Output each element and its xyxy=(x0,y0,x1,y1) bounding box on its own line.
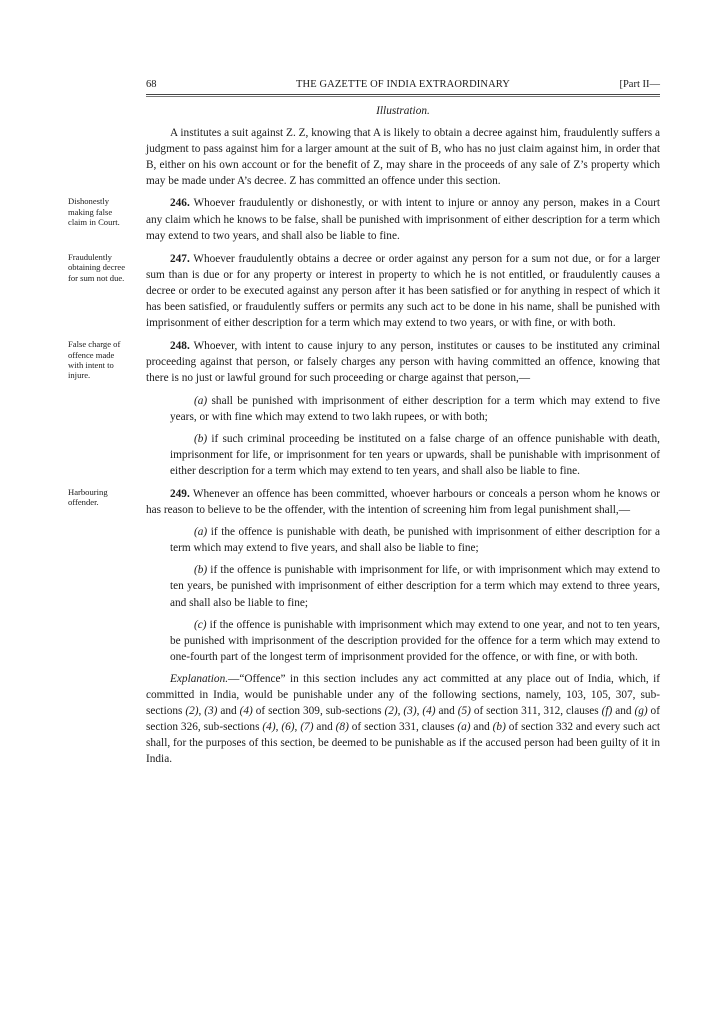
explanation-ref: (2) xyxy=(384,705,398,718)
explanation-ref: (a) xyxy=(457,721,471,734)
explanation-label: Explanation. xyxy=(170,672,229,685)
explanation-text: of section 311, 312, clauses xyxy=(470,705,602,718)
section-249-number: 249. xyxy=(170,487,190,500)
section-248-body: Whoever, with intent to cause injury to any person, institutes or causes to be instituted any criminal proceeding against that person, or falsely charges any person with having committed an offence, knowing that there is no just or lawful ground for such proceeding or charge against that person,— xyxy=(146,340,660,385)
illustration-text: A institutes a suit against Z. Z, knowing that A is likely to obtain a decree against him, fraudulently suffers a judgment to pass against him for a larger amount at the suit of B, who has no just claim against him, in order that B, either on his own account or for the benefit of Z, may share in the proceeds of any sale of Z’s property which may be made under A’s decree. Z has committed an offence under this section. xyxy=(146,127,660,188)
clause-c-label: (c) xyxy=(194,618,207,631)
explanation-ref: (4) xyxy=(422,705,436,718)
section-248-number: 248. xyxy=(170,340,190,353)
section-249-text xyxy=(146,486,660,518)
clause-a-text: if the offence is punishable with death, be punished with imprisonment of either description for a term which may extend to five years, and shall also be liable to fine; xyxy=(170,526,660,555)
page-number: 68 xyxy=(146,79,157,90)
explanation-text: , xyxy=(198,705,205,718)
explanation-ref: (5) xyxy=(457,705,471,718)
marginal-note-248: False charge of offence made with intent to injure. xyxy=(68,339,121,381)
explanation-text: of section 331, clauses xyxy=(348,721,458,734)
clause-a-text: shall be punished with imprisonment of either description for a term which may extend to five years, or with fine which may extend to two lakh rupees, or with both; xyxy=(170,394,660,423)
section-247 xyxy=(68,251,660,331)
explanation-ref: (3) xyxy=(204,705,218,718)
explanation-text: and xyxy=(470,721,493,734)
illustration-heading: Illustration. xyxy=(376,105,430,117)
explanation-ref: (4) xyxy=(239,705,253,718)
section-246-body: Whoever fraudulently or dishonestly, or with intent to injure or annoy any person, makes in a Court any claim which he knows to be false, shall be punished with imprisonment of either description for a term which may extend to two years, and shall also be liable to fine. xyxy=(146,197,660,242)
explanation-ref: (2) xyxy=(185,705,199,718)
clause-b-text: if such criminal proceeding be instituted on a false charge of an offence punishable with death, imprisonment for life, or imprisonment for ten years or upwards, shall be punishable with imprisonment of either description for a term which may extend to ten years, and shall also be liable to fine. xyxy=(170,432,660,477)
explanation-text: , xyxy=(275,721,282,734)
section-248-text xyxy=(146,338,660,386)
explanation-ref: (f) xyxy=(601,705,613,718)
explanation-text: of section 332 and every such act shall, for the purposes of this section, be deemed to be punishable as if the accused person had been guilty of it in India. xyxy=(146,721,660,766)
explanation-text: , xyxy=(397,705,404,718)
page-body xyxy=(68,103,660,774)
part-label: [Part II— xyxy=(619,79,660,90)
clause-b-label: (b) xyxy=(194,564,208,577)
clause-b-text: if the offence is punishable with imprisonment for life, or with imprisonment which may extend to ten years, be punished with imprisonment of either description for a term which may extend to three years, and shall also be liable to fine; xyxy=(170,564,660,609)
section-247-number: 247. xyxy=(170,252,190,265)
explanation-text: and xyxy=(217,705,240,718)
clause-a-label: (a) xyxy=(194,394,208,407)
section-248 xyxy=(68,338,660,479)
clause-c-text: if the offence is punishable with imprisonment which may extend to one year, and not to ten years, be punished with imprisonment of the description provided for the offence for a term which may extend to one-fourth part of the longest term of imprisonment provided for the offence, or with fine, or with both. xyxy=(170,618,660,663)
explanation-text: , xyxy=(294,721,301,734)
explanation-ref: (b) xyxy=(492,721,506,734)
explanation-text: of section 309, sub-sections xyxy=(252,705,385,718)
section-246-number: 246. xyxy=(170,197,190,210)
section-249-body: Whenever an offence has been committed, whoever harbours or conceals a person whom he knows or has reason to believe to be the offender, with the intention of screening him from legal punishment shall,— xyxy=(146,487,660,517)
section-249-clause-c xyxy=(146,617,660,665)
gazette-title: THE GAZETTE OF INDIA EXTRAORDINARY xyxy=(296,79,510,90)
marginal-note-249: Harbouring offender. xyxy=(68,486,108,508)
clause-b-label: (b) xyxy=(194,432,208,445)
section-246-text xyxy=(146,195,660,243)
section-249 xyxy=(68,486,660,768)
section-246 xyxy=(68,195,660,243)
section-248-clause-b xyxy=(146,431,660,479)
section-249-clause-b xyxy=(146,562,660,610)
explanation-ref: (4) xyxy=(262,721,276,734)
explanation-ref: (g) xyxy=(634,705,648,718)
section-247-text xyxy=(146,251,660,331)
explanation-text: of section 326, sub-sections xyxy=(146,705,660,734)
explanation-ref: (8) xyxy=(335,721,349,734)
explanation-text: —“Offence” in this section includes any act committed at any place out of India, which, if committed in India, would be punishable under any of the following sections, namely, 103, 105, 307, sub-sections xyxy=(146,672,660,718)
section-248-clause-a xyxy=(146,393,660,425)
clause-a-label: (a) xyxy=(194,526,208,539)
explanation-text: and xyxy=(435,705,458,718)
explanation-ref: (7) xyxy=(300,721,314,734)
explanation-text: , xyxy=(416,705,423,718)
explanation-text: and xyxy=(313,721,336,734)
marginal-note-247: Fraudulently obtaining decree for sum not due. xyxy=(68,251,126,283)
explanation-ref: (3) xyxy=(403,705,417,718)
explanation-text: and xyxy=(612,705,635,718)
explanation-ref: (6) xyxy=(281,721,295,734)
section-249-clause-a xyxy=(146,524,660,556)
page-header xyxy=(146,78,660,92)
section-247-body: Whoever fraudulently obtains a decree or order against any person for a sum not due, or for a larger sum than is due or for any property or interest in property to which he is not entitled, or fraudulently causes a decree or order to be executed against any person after it has been satisfied or for anything in respect of which it has been satisfied, or fraudulently suffers or permits any such act to be done in his name, shall be punished with imprisonment of either description for a term which may extend to two years, or with fine, or with both. xyxy=(146,252,660,330)
section-249-explanation xyxy=(146,671,660,768)
marginal-note-246: Dishonestly making false claim in Court. xyxy=(68,196,120,228)
header-rule xyxy=(146,94,660,97)
